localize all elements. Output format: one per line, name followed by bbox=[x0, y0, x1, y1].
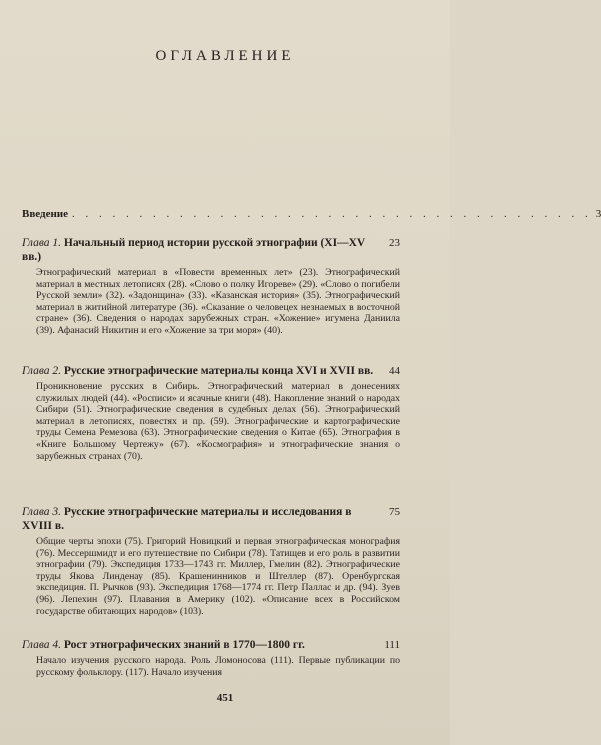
chapter-page: 23 bbox=[389, 237, 400, 249]
toc-label: Введение bbox=[22, 208, 69, 220]
chapter-page: 111 bbox=[384, 639, 400, 651]
leader-dots: . . . . . . . . . . . . . . . . . . . . . . . . . . . . . . . . . . . . . . . bbox=[72, 208, 592, 220]
chapter-title: Рост этнографических знаний в 1770—1800 гг. bbox=[63, 639, 305, 651]
chapter-title: Русские этнографические материалы и исследования в XVIII в. bbox=[22, 506, 352, 532]
toc-entry-chapter-2[interactable] bbox=[22, 364, 400, 462]
chapter-description: Проникновение русских в Сибирь. Этнографический материал в донесениях служилых людей (44). «Росписи» и ясачные книги (48). Накопление знаний о народах Сибири (51). Этнографические сведения в судебных делах (56). Этнографический материал в летописях, повестях и пр. (59). Этнографические и картографические труды Семена Ремезова (63). Этнографические сведения о Китае (65). Этнография в «Книге Большому Чертежу» (67). «Космография» и этнографические знания о зарубежных странах (70). bbox=[36, 381, 400, 462]
chapter-page: 44 bbox=[389, 365, 400, 377]
chapter-number: Глава 1. bbox=[22, 237, 61, 249]
toc-page: 3 bbox=[595, 208, 601, 220]
chapter-title: Русские этнографические материалы конца XVI и XVII вв. bbox=[63, 365, 374, 377]
chapter-description: Общие черты эпохи (75). Григорий Новицкий и первая этнографическая монография (76). Мессершмидт и его путешествие по Сибири (78). Татищев и его роль в развитии этнографии (79). Экспедиция 1733—1743 гг. Миллер, Гмелин (82). Этнографические труды Якова Линденау (85). Крашенинников и Штеллер (87). Оренбургская экспедиция. П. Рычков (93). Экспедиция 1768—1774 гг. Петр Паллас и др. (94). Зуев (96). Лепехин (97). Плавания в Америку (102). «Описание всех в Российском государстве обитающих народов» (103). bbox=[36, 536, 400, 617]
chapter-number: Глава 3. bbox=[22, 506, 61, 518]
chapter-description: Этнографический материал в «Повести временных лет» (23). Этнографический материал в местных летописях (28). «Слово о полку Игореве» (29). «Слово о погибели Русской земли» (32). «Задонщина» (33). «Казанская история» (35). Этнографический материал в житийной литературе (36). «Сказание о человецех незнаемых в восточной стране» (36). Сведения о народах зарубежных стран. «Хожение» игумена Даниила (39). Афанасий Никитин и его «Хожение за три моря» (40). bbox=[36, 267, 400, 336]
toc-entry-introduction[interactable] bbox=[22, 208, 601, 220]
toc-entry-chapter-1[interactable] bbox=[22, 236, 400, 337]
toc-entry-chapter-4[interactable] bbox=[22, 638, 400, 678]
chapter-number: Глава 4. bbox=[22, 639, 61, 651]
page-title: ОГЛАВЛЕНИЕ bbox=[155, 48, 295, 64]
chapter-title: Начальный период истории русской этнографии (XI—XV вв.) bbox=[22, 237, 365, 263]
chapter-number: Глава 2. bbox=[22, 365, 61, 377]
chapter-description: Начало изучения русского народа. Роль Ломоносова (111). Первые публикации по русскому фольклору. (117). Начало изучения bbox=[36, 655, 400, 678]
page-number: 451 bbox=[216, 692, 234, 704]
toc-entry-chapter-3[interactable] bbox=[22, 505, 400, 617]
chapter-page: 75 bbox=[389, 506, 400, 518]
